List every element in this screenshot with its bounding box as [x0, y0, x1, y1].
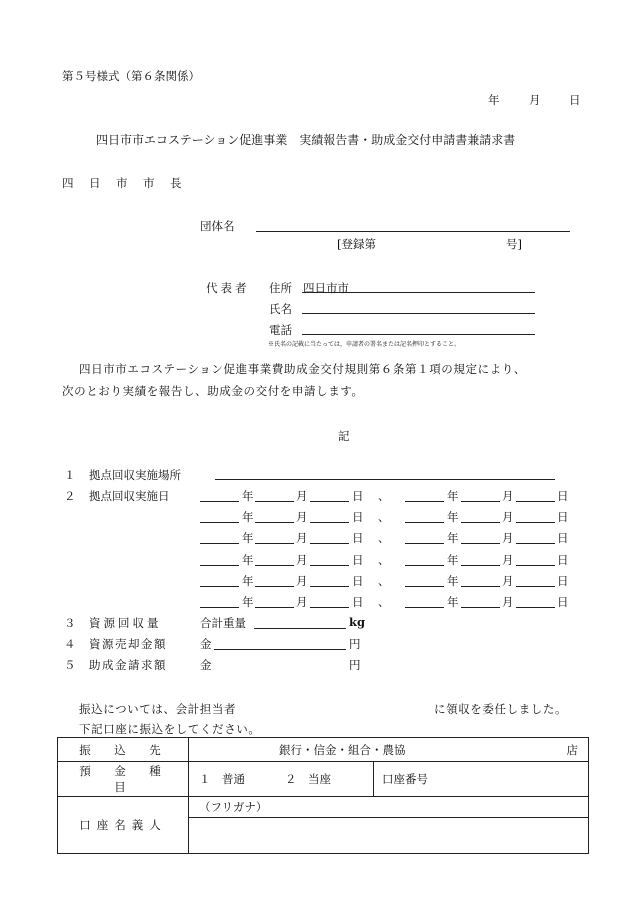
date-blank-m2[interactable]: [461, 565, 500, 566]
date-blank-y2[interactable]: [405, 501, 444, 502]
date-separator: 、: [378, 510, 390, 524]
date-unit-m1: 月: [296, 553, 308, 567]
date-blank-d1[interactable]: [310, 586, 349, 587]
branch-label: 店: [566, 742, 578, 757]
item-3-number: ３: [64, 616, 76, 630]
claim-unit: 円: [349, 658, 361, 672]
date-unit-m2: 月: [502, 510, 514, 524]
date-blank-d1[interactable]: [310, 543, 349, 544]
item-1-number: １: [64, 468, 76, 482]
date-blank-d2[interactable]: [516, 565, 555, 566]
date-unit-y1: 年: [242, 574, 254, 588]
sale-unit: 円: [349, 637, 361, 651]
phone-label: 電話: [269, 323, 292, 337]
date-blank-m1[interactable]: [255, 501, 294, 502]
name-field[interactable]: [302, 313, 535, 314]
date-unit-m2: 月: [502, 574, 514, 588]
body-line-1: 四日市市エコステーション促進事業費助成金交付規則第６条第１項の規定により、: [79, 362, 527, 376]
date-unit-d1: 日: [352, 574, 364, 588]
date-blank-m1[interactable]: [255, 586, 294, 587]
item-5-number: ５: [64, 658, 76, 672]
date-unit-y1: 年: [242, 595, 254, 609]
bank-row-holder: [58, 797, 589, 854]
account-type-label: 預 金 種 目: [58, 762, 189, 797]
date-blank-d2[interactable]: [516, 501, 555, 502]
addressee: 四 日 市 市 長: [62, 176, 184, 190]
date-blank-d2[interactable]: [516, 543, 555, 544]
item-4-label: 資源売却金額: [89, 637, 167, 651]
date-blank-m1[interactable]: [255, 522, 294, 523]
date-blank-y2[interactable]: [405, 543, 444, 544]
date-unit-m1: 月: [296, 531, 308, 545]
date-unit-y2: 年: [447, 574, 459, 588]
date-blank-y1[interactable]: [200, 565, 239, 566]
signature-note: ※氏名の記載に当たっては，申請者の署名または記名押印とすること。: [268, 341, 461, 348]
date-blank-m2[interactable]: [461, 586, 500, 587]
bank-table: [57, 737, 589, 854]
holder-label: 口座名義人: [58, 797, 189, 854]
date-unit-y2: 年: [447, 531, 459, 545]
transfer-text-b: に領収を委任しました。: [434, 702, 568, 716]
date-unit-d1: 日: [352, 553, 364, 567]
date-blank-d1[interactable]: [310, 501, 349, 502]
date-unit-m2: 月: [502, 595, 514, 609]
date-unit-m1: 月: [296, 489, 308, 503]
date-blank-d1[interactable]: [310, 607, 349, 608]
date-unit-y2: 年: [447, 489, 459, 503]
date-blank-y1[interactable]: [200, 586, 239, 587]
ki-heading: 記: [338, 429, 350, 443]
date-blank-y1[interactable]: [200, 607, 239, 608]
date-unit-y1: 年: [242, 531, 254, 545]
option-ordinary[interactable]: １ 普通: [199, 772, 245, 786]
date-unit-m2: 月: [502, 489, 514, 503]
date-separator: 、: [378, 553, 390, 567]
date-blank-y2[interactable]: [405, 607, 444, 608]
date-month-label: 月: [529, 93, 541, 107]
kana-row[interactable]: [189, 797, 588, 818]
site-field[interactable]: [215, 479, 555, 480]
date-unit-d2: 日: [557, 553, 569, 567]
item-2-number: ２: [64, 489, 76, 503]
furigana-label: （フリガナ）: [199, 800, 268, 814]
item-5-label: 助成金請求額: [89, 658, 167, 672]
date-unit-d2: 日: [557, 531, 569, 545]
sale-kin-label: 金: [200, 637, 212, 651]
date-blank-y1[interactable]: [200, 501, 239, 502]
date-unit-m1: 月: [296, 574, 308, 588]
item-2-label: 拠点回収実施日: [89, 489, 170, 503]
date-blank-y2[interactable]: [405, 522, 444, 523]
sale-amount-field[interactable]: [214, 649, 346, 650]
item-1-label: 拠点回収実施場所: [89, 468, 181, 482]
date-day-label: 日: [569, 93, 581, 107]
date-unit-d2: 日: [557, 489, 569, 503]
address-field[interactable]: [302, 292, 535, 293]
date-blank-d2[interactable]: [516, 586, 555, 587]
destination-label: 振 込 先: [58, 738, 189, 762]
date-unit-d1: 日: [352, 595, 364, 609]
date-blank-d1[interactable]: [310, 565, 349, 566]
date-blank-m2[interactable]: [461, 501, 500, 502]
claim-kin-label: 金: [200, 658, 212, 672]
date-unit-d2: 日: [557, 510, 569, 524]
account-type-options[interactable]: [189, 762, 374, 796]
date-unit-d2: 日: [557, 595, 569, 609]
holder-cell[interactable]: [189, 797, 589, 854]
date-separator: 、: [378, 595, 390, 609]
date-blank-d2[interactable]: [516, 522, 555, 523]
registration-open: [登録第: [337, 237, 376, 251]
date-blank-m2[interactable]: [461, 607, 500, 608]
date-unit-y1: 年: [242, 489, 254, 503]
date-unit-m1: 月: [296, 595, 308, 609]
bank-types: 銀行・信金・組合・農協: [279, 742, 406, 757]
group-name-label: 団体名: [200, 219, 235, 233]
date-blank-y2[interactable]: [405, 565, 444, 566]
date-unit-d1: 日: [352, 510, 364, 524]
date-blank-d2[interactable]: [516, 607, 555, 608]
date-unit-y1: 年: [242, 553, 254, 567]
date-blank-y1[interactable]: [200, 522, 239, 523]
date-blank-m1[interactable]: [255, 607, 294, 608]
total-weight-label: 合計重量: [200, 616, 246, 630]
name-label: 氏名: [269, 302, 292, 316]
item-4-number: ４: [64, 637, 76, 651]
body-line-2: 次のとおり実績を報告し、助成金の交付を申請します。: [62, 384, 364, 398]
date-unit-m1: 月: [296, 510, 308, 524]
holder-name-field[interactable]: [189, 818, 588, 853]
page-title: 四日市市エコステーション促進事業 実績報告書・助成金交付申請書兼請求書: [96, 133, 516, 147]
date-unit-y2: 年: [447, 553, 459, 567]
date-unit-d1: 日: [352, 531, 364, 545]
date-blank-m2[interactable]: [461, 522, 500, 523]
date-blank-d1[interactable]: [310, 522, 349, 523]
date-unit-y2: 年: [447, 595, 459, 609]
date-blank-m1[interactable]: [255, 565, 294, 566]
date-unit-d1: 日: [352, 489, 364, 503]
date-unit-y1: 年: [242, 510, 254, 524]
account-number-label: 口座番号: [382, 772, 428, 786]
weight-field[interactable]: [254, 628, 346, 629]
date-separator: 、: [378, 574, 390, 588]
date-blank-m2[interactable]: [461, 543, 500, 544]
address-label: 住所: [269, 281, 292, 295]
group-name-field[interactable]: [256, 231, 570, 232]
weight-unit: kg: [349, 615, 366, 629]
representative-label: 代表者: [206, 281, 250, 295]
phone-field[interactable]: [302, 334, 535, 335]
date-separator: 、: [378, 489, 390, 503]
bank-row-destination: [58, 738, 589, 762]
date-unit-y2: 年: [447, 510, 459, 524]
date-unit-d2: 日: [557, 574, 569, 588]
date-blank-y1[interactable]: [200, 543, 239, 544]
bank-row-account-type: [58, 762, 589, 797]
account-type-cell: [189, 762, 589, 797]
address-value: 四日市市: [303, 281, 349, 295]
date-unit-m2: 月: [502, 553, 514, 567]
option-current[interactable]: ２ 当座: [285, 772, 331, 786]
transfer-text-a: 振込については、会計担当者: [79, 702, 237, 716]
item-3-label: 資源回収量: [89, 616, 162, 630]
date-year-label: 年: [488, 93, 500, 107]
date-unit-m2: 月: [502, 531, 514, 545]
registration-close: 号]: [506, 237, 522, 251]
date-blank-m1[interactable]: [255, 543, 294, 544]
date-separator: 、: [378, 531, 390, 545]
form-number: 第５号様式（第６条関係）: [62, 69, 200, 83]
destination-cell[interactable]: [189, 738, 589, 762]
transfer-text-2: 下記口座に振込をしてください。: [79, 722, 261, 736]
date-blank-y2[interactable]: [405, 586, 444, 587]
